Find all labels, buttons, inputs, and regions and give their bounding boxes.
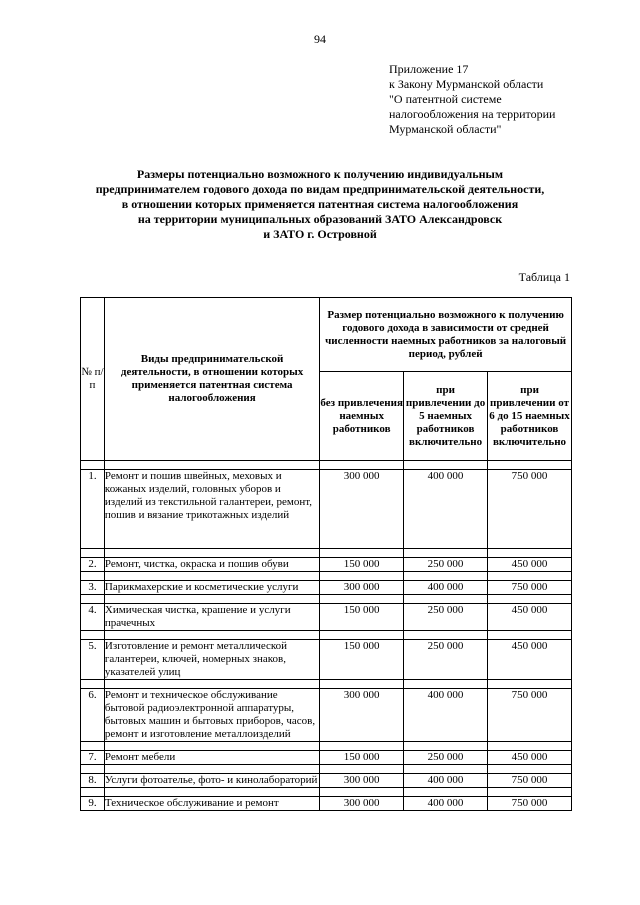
row-value-6-to-15: 450 000 (488, 640, 572, 680)
spacer-cell (81, 549, 105, 558)
appendix-line: "О патентной системе (389, 92, 502, 106)
header-no-employees: без привлечения наемных работников (320, 372, 404, 461)
spacer-cell (320, 765, 404, 774)
spacer-cell (320, 595, 404, 604)
spacer-cell (81, 765, 105, 774)
row-number: 8. (81, 774, 105, 788)
row-value-up-to-5: 400 000 (404, 797, 488, 811)
row-value-no-employees: 150 000 (320, 604, 404, 631)
row-value-6-to-15: 750 000 (488, 581, 572, 595)
row-value-up-to-5: 250 000 (404, 558, 488, 572)
row-value-6-to-15: 450 000 (488, 604, 572, 631)
table-row (81, 581, 572, 595)
row-number: 9. (81, 797, 105, 811)
header-activity: Виды предпринимательской деятельности, в отношении которых применяется патентная система налогообложения (104, 298, 319, 461)
spacer-cell (320, 788, 404, 797)
row-value-up-to-5: 400 000 (404, 470, 488, 549)
spacer-cell (488, 765, 572, 774)
header-income-group: Размер потенциально возможного к получению годового дохода в зависимости от средней численности наемных работников за налоговый период, рублей (320, 298, 572, 372)
spacer-cell (404, 631, 488, 640)
spacer-cell (81, 595, 105, 604)
row-value-6-to-15: 750 000 (488, 689, 572, 742)
row-value-6-to-15: 750 000 (488, 797, 572, 811)
spacer-cell (404, 572, 488, 581)
page-number: 94 (314, 32, 326, 46)
row-value-no-employees: 150 000 (320, 640, 404, 680)
spacer-row (81, 742, 572, 751)
row-activity: Ремонт, чистка, окраска и пошив обуви (104, 558, 319, 572)
spacer-cell (488, 572, 572, 581)
row-value-6-to-15: 450 000 (488, 751, 572, 765)
title-line: Размеры потенциально возможного к получению индивидуальным (136, 167, 504, 181)
appendix-line: налогообложения на территории (389, 107, 556, 121)
row-number: 2. (81, 558, 105, 572)
spacer-cell (104, 765, 319, 774)
spacer-cell (404, 680, 488, 689)
spacer-cell (320, 549, 404, 558)
appendix-line: Мурманской области" (389, 122, 502, 136)
spacer-cell (320, 680, 404, 689)
spacer-row (81, 765, 572, 774)
spacer-cell (81, 742, 105, 751)
row-number: 4. (81, 604, 105, 631)
table-row (81, 751, 572, 765)
spacer-row (81, 631, 572, 640)
spacer-row (81, 549, 572, 558)
spacer-cell (81, 631, 105, 640)
row-value-6-to-15: 450 000 (488, 558, 572, 572)
row-value-no-employees: 300 000 (320, 774, 404, 788)
row-activity: Ремонт мебели (104, 751, 319, 765)
spacer-cell (104, 572, 319, 581)
row-value-no-employees: 300 000 (320, 581, 404, 595)
spacer-cell (404, 765, 488, 774)
spacer-cell (81, 680, 105, 689)
table-row (81, 640, 572, 680)
spacer-cell (104, 595, 319, 604)
row-activity: Изготовление и ремонт металлической галантереи, ключей, номерных знаков, указателей улиц (104, 640, 319, 680)
table-row (81, 558, 572, 572)
row-value-up-to-5: 400 000 (404, 581, 488, 595)
row-number: 6. (81, 689, 105, 742)
title-line: в отношении которых применяется патентная система налогообложения (121, 197, 519, 211)
spacer-cell (404, 742, 488, 751)
spacer-cell (404, 461, 488, 470)
spacer-cell (104, 742, 319, 751)
spacer-cell (104, 549, 319, 558)
row-number: 7. (81, 751, 105, 765)
spacer-cell (404, 595, 488, 604)
appendix-line: Приложение 17 (389, 62, 469, 76)
header-up-to-5: при привлечении до 5 наемных работников включительно (404, 372, 488, 461)
document-title (60, 167, 580, 242)
spacer-cell (488, 680, 572, 689)
spacer-cell (81, 788, 105, 797)
spacer-cell (104, 680, 319, 689)
table-row (81, 689, 572, 742)
spacer-cell (404, 549, 488, 558)
table-row (81, 797, 572, 811)
row-value-no-employees: 300 000 (320, 470, 404, 549)
spacer-cell (81, 572, 105, 581)
spacer-cell (404, 788, 488, 797)
header-6-to-15: при привлечении от 6 до 15 наемных работников включительно (488, 372, 572, 461)
spacer-cell (320, 461, 404, 470)
row-value-up-to-5: 400 000 (404, 689, 488, 742)
spacer-row (81, 788, 572, 797)
spacer-cell (320, 631, 404, 640)
spacer-cell (488, 595, 572, 604)
spacer-cell (81, 461, 105, 470)
row-value-6-to-15: 750 000 (488, 774, 572, 788)
row-value-up-to-5: 250 000 (404, 640, 488, 680)
header-num: № п/п (81, 298, 105, 461)
table-row (81, 774, 572, 788)
row-value-up-to-5: 400 000 (404, 774, 488, 788)
row-number: 5. (81, 640, 105, 680)
table-row (81, 604, 572, 631)
title-line: на территории муниципальных образований ЗАТО Александровск (137, 212, 503, 226)
spacer-row (81, 680, 572, 689)
row-activity: Услуги фотоателье, фото- и кинолабораторий (104, 774, 319, 788)
table-label: Таблица 1 (518, 270, 570, 284)
spacer-cell (320, 742, 404, 751)
row-value-no-employees: 150 000 (320, 751, 404, 765)
spacer-cell (488, 742, 572, 751)
row-activity: Парикмахерские и косметические услуги (104, 581, 319, 595)
row-number: 3. (81, 581, 105, 595)
spacer-row (81, 595, 572, 604)
spacer-cell (320, 572, 404, 581)
row-activity: Ремонт и техническое обслуживание бытовой радиоэлектронной аппаратуры, бытовых машин и бытовых приборов, часов, ремонт и изготовление металлоизделий (104, 689, 319, 742)
spacer-row (81, 572, 572, 581)
spacer-cell (488, 631, 572, 640)
income-table (80, 297, 572, 811)
title-line: предпринимателем годового дохода по видам предпринимательской деятельности, (95, 182, 545, 196)
row-value-no-employees: 150 000 (320, 558, 404, 572)
spacer-cell (488, 788, 572, 797)
spacer-cell (488, 549, 572, 558)
spacer-row (81, 461, 572, 470)
row-number: 1. (81, 470, 105, 549)
row-value-up-to-5: 250 000 (404, 604, 488, 631)
spacer-cell (104, 631, 319, 640)
row-value-up-to-5: 250 000 (404, 751, 488, 765)
spacer-cell (104, 461, 319, 470)
spacer-cell (104, 788, 319, 797)
row-activity: Техническое обслуживание и ремонт (104, 797, 319, 811)
spacer-cell (488, 461, 572, 470)
appendix-line: к Закону Мурманской области (389, 77, 544, 91)
title-line: и ЗАТО г. Островной (263, 227, 377, 241)
row-value-no-employees: 300 000 (320, 689, 404, 742)
table-row (81, 470, 572, 549)
row-activity: Ремонт и пошив швейных, меховых и кожаных изделий, головных уборов и изделий из текстильной галантереи, ремонт, пошив и вязание трикотажных изделий (104, 470, 319, 549)
row-value-no-employees: 300 000 (320, 797, 404, 811)
appendix-note (389, 62, 555, 137)
row-activity: Химическая чистка, крашение и услуги прачечных (104, 604, 319, 631)
row-value-6-to-15: 750 000 (488, 470, 572, 549)
